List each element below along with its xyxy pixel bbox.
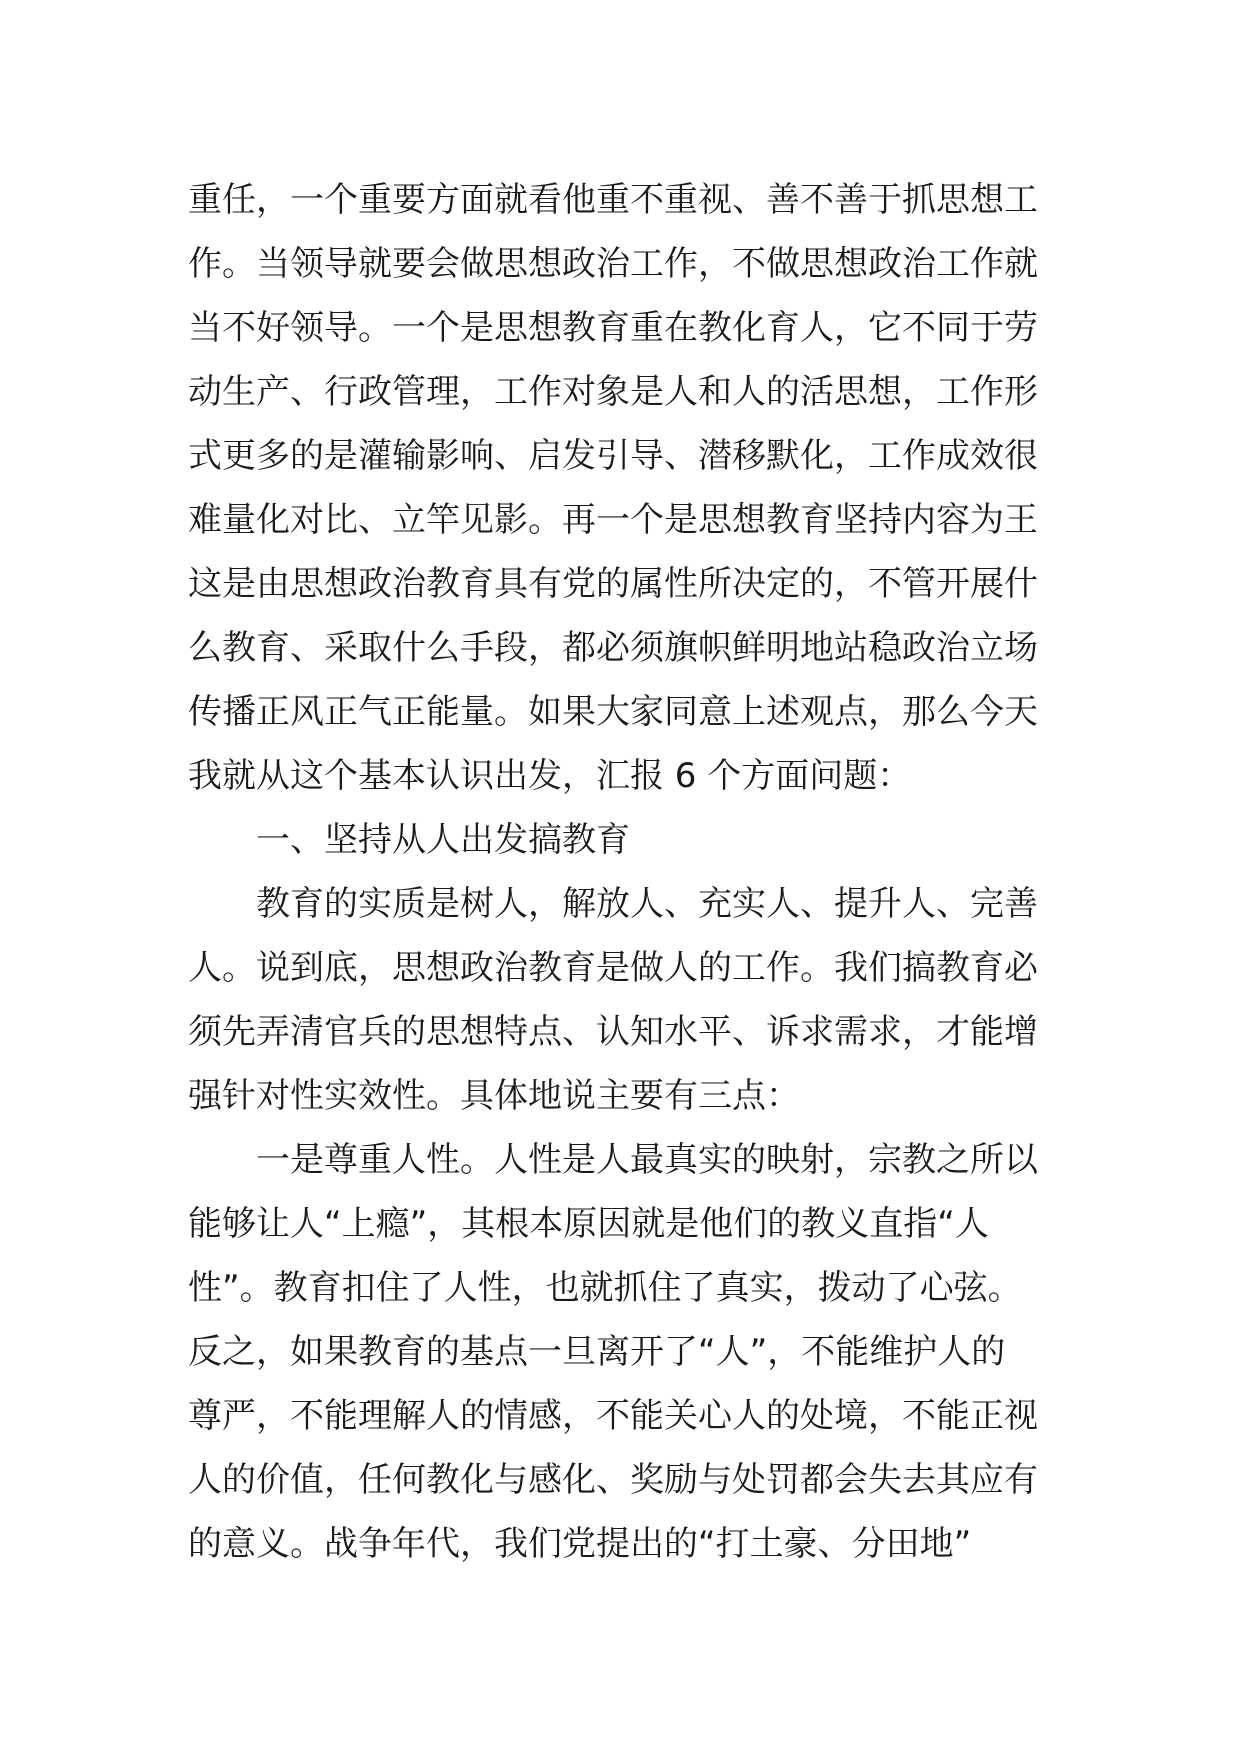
text-line: 我就从这个基本认识出发，汇报 6 个方面问题： bbox=[188, 756, 912, 796]
text-line: 难量化对比、立竿见影。再一个是思想教育坚持内容为王 bbox=[188, 500, 1038, 540]
text-line: 作。当领导就要会做思想政治工作，不做思想政治工作就 bbox=[188, 244, 1038, 284]
text-line: 的意义。战争年代，我们党提出的“打土豪、分田地” bbox=[188, 1524, 972, 1564]
text-line: 动生产、行政管理，工作对象是人和人的活思想，工作形 bbox=[188, 372, 1038, 412]
section-heading: 一、坚持从人出发搞教育 bbox=[256, 820, 630, 860]
text-line: 当不好领导。一个是思想教育重在教化育人，它不同于劳 bbox=[188, 308, 1038, 348]
text-line: 么教育、采取什么手段，都必须旗帜鲜明地站稳政治立场 bbox=[188, 628, 1038, 668]
text-line: 性”。教育扣住了人性，也就抓住了真实，拨动了心弦。 bbox=[188, 1268, 1022, 1308]
text-line: 能够让人“上瘾”，其根本原因就是他们的教义直指“人 bbox=[188, 1204, 989, 1244]
text-line: 强针对性实效性。具体地说主要有三点： bbox=[188, 1076, 800, 1116]
text-line: 反之，如果教育的基点一旦离开了“人”，不能维护人的 bbox=[188, 1332, 1006, 1372]
paragraph-start-line: 教育的实质是树人，解放人、充实人、提升人、完善 bbox=[256, 884, 1038, 924]
text-line: 这是由思想政治教育具有党的属性所决定的，不管开展什 bbox=[188, 564, 1038, 604]
text-line: 须先弄清官兵的思想特点、认知水平、诉求需求，才能增 bbox=[188, 1012, 1038, 1052]
text-line: 人的价值，任何教化与感化、奖励与处罚都会失去其应有 bbox=[188, 1460, 1038, 1500]
text-line: 人。说到底，思想政治教育是做人的工作。我们搞教育必 bbox=[188, 948, 1038, 988]
paragraph-start-line: 一是尊重人性。人性是人最真实的映射，宗教之所以 bbox=[256, 1140, 1038, 1180]
text-line: 传播正风正气正能量。如果大家同意上述观点，那么今天 bbox=[188, 692, 1038, 732]
body-text bbox=[188, 168, 1068, 1576]
text-line: 式更多的是灌输影响、启发引导、潜移默化，工作成效很 bbox=[188, 436, 1038, 476]
text-line: 尊严，不能理解人的情感，不能关心人的处境，不能正视 bbox=[188, 1396, 1038, 1436]
text-line: 重任，一个重要方面就看他重不重视、善不善于抓思想工 bbox=[188, 180, 1038, 220]
